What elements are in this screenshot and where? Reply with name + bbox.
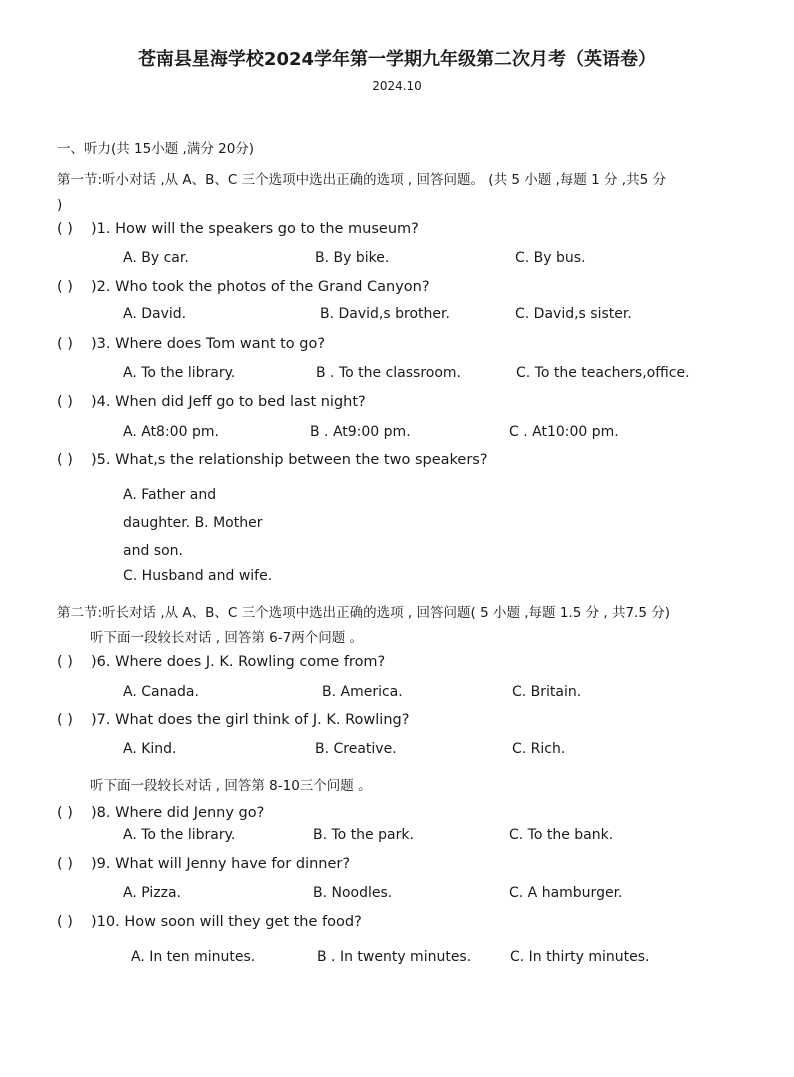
answer-blank[interactable]: ( ) [57,279,73,295]
q2-option-c: C. David,s sister. [515,306,632,322]
answer-blank[interactable]: ( ) [57,654,73,670]
q7-option-c: C. Rich. [512,741,566,757]
q8-option-a: A. To the library. [123,827,236,843]
q1-option-a: A. By car. [123,250,189,266]
q9-option-c: C. A hamburger. [509,885,623,901]
question-1: )1. How will the speakers go to the museum? [91,221,419,237]
question-3: )3. Where does Tom want to go? [91,336,326,352]
exam-date: 2024.10 [372,79,422,93]
section1-instruction-cont: ) [57,197,63,213]
q5-option-c: C. Husband and wife. [123,568,273,584]
q3-option-c: C. To the teachers,office. [516,365,690,381]
q3-option-a: A. To the library. [123,365,236,381]
instruction-q6-7: 听下面一段较长对话 , 回答第 6-7两个问题 。 [90,630,364,646]
q9-option-b: B. Noodles. [313,885,393,901]
q4-option-c: C . At10:00 pm. [509,424,619,440]
q10-option-a: A. In ten minutes. [131,949,256,965]
q8-option-b: B. To the park. [313,827,414,843]
question-4: )4. When did Jeff go to bed last night? [91,394,366,410]
answer-blank[interactable]: ( ) [57,336,73,352]
answer-blank[interactable]: ( ) [57,805,73,821]
question-6: )6. Where does J. K. Rowling come from? [91,654,386,670]
q10-option-c: C. In thirty minutes. [510,949,650,965]
instruction-q8-10: 听下面一段较长对话 , 回答第 8-10三个问题 。 [90,778,372,794]
question-9: )9. What will Jenny have for dinner? [91,856,351,872]
question-8: )8. Where did Jenny go? [91,805,265,821]
q3-option-b: B . To the classroom. [316,365,461,381]
q5-option-b-cont: and son. [123,543,183,559]
part1-heading: 一、听力(共 15小题 ,满分 20分) [57,141,255,157]
answer-blank[interactable]: ( ) [57,452,73,468]
q1-option-c: C. By bus. [515,250,586,266]
answer-blank[interactable]: ( ) [57,914,73,930]
q6-option-a: A. Canada. [123,684,199,700]
answer-blank[interactable]: ( ) [57,221,73,237]
q7-option-b: B. Creative. [315,741,397,757]
q10-option-b: B . In twenty minutes. [317,949,472,965]
question-7: )7. What does the girl think of J. K. Rowling? [91,712,410,728]
question-10: )10. How soon will they get the food? [91,914,362,930]
q6-option-b: B. America. [322,684,403,700]
q4-option-a: A. At8:00 pm. [123,424,219,440]
q6-option-c: C. Britain. [512,684,582,700]
q7-option-a: A. Kind. [123,741,177,757]
question-5: )5. What,s the relationship between the two speakers? [91,452,488,468]
exam-title: 苍南县星海学校2024学年第一学期九年级第二次月考（英语卷） [137,49,657,70]
section1-instruction: 第一节:听小对话 ,从 A、B、C 三个选项中选出正确的选项 , 回答问题。 (共 5 小题 ,每题 1 分 ,共5 分 [57,172,666,188]
q9-option-a: A. Pizza. [123,885,181,901]
q2-option-a: A. David. [123,306,187,322]
section2-instruction: 第二节:听长对话 ,从 A、B、C 三个选项中选出正确的选项 , 回答问题( 5 小题 ,每题 1.5 分 , 共7.5 分) [57,605,670,621]
q4-option-b: B . At9:00 pm. [310,424,411,440]
answer-blank[interactable]: ( ) [57,856,73,872]
q5-option-a-cont: daughter. B. Mother [123,515,263,531]
question-2: )2. Who took the photos of the Grand Canyon? [91,279,430,295]
q2-option-b: B. David,s brother. [320,306,450,322]
answer-blank[interactable]: ( ) [57,394,73,410]
q8-option-c: C. To the bank. [509,827,614,843]
q1-option-b: B. By bike. [315,250,390,266]
q5-option-a: A. Father and [123,487,217,503]
answer-blank[interactable]: ( ) [57,712,73,728]
